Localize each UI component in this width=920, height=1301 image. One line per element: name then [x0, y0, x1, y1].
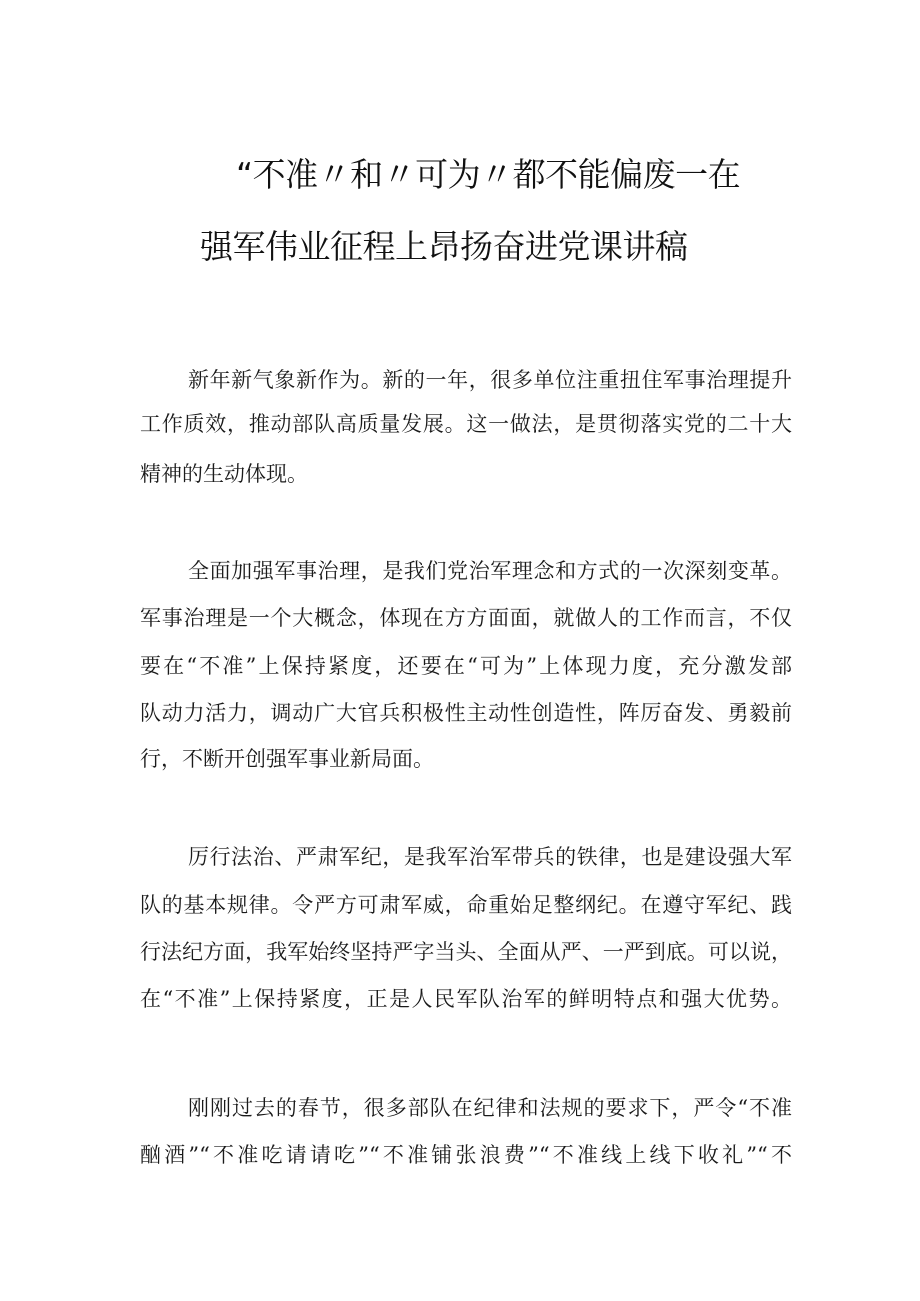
paragraph-line: 精神的生动体现。: [140, 462, 308, 486]
paragraph-line: 酗酒”“不准吃请请吃”“不准铺张浪费”“不准线上线下收礼”“不: [140, 1143, 792, 1167]
paragraph-line: 在“不准”上保持紧度，正是人民军队治军的鲜明特点和强大优势。: [140, 987, 792, 1011]
paragraph-line: 刚刚过去的春节，很多部队在纪律和法规的要求下，严令“不准: [188, 1096, 792, 1120]
paragraph-line: 队动力活力，调动广大官兵积极性主动性创造性，阵厉奋发、勇毅前: [140, 701, 792, 725]
paragraph-line: 行，不断开创强军事业新局面。: [140, 747, 434, 771]
paragraph-line: 新年新气象新作为。新的一年，很多单位注重扭住军事治理提升: [188, 368, 792, 392]
paragraph-line: 要在“不准”上保持紧度，还要在“可为”上体现力度，充分激发部: [140, 654, 792, 678]
paragraph-line: 全面加强军事治理，是我们党治军理念和方式的一次深刻变革。: [188, 559, 792, 583]
paragraph-line: 队的基本规律。令严方可肃军威，命重始足整纲纪。在遵守军纪、践: [140, 893, 792, 917]
document-title-line-2: 强军伟业征程上昂扬奋进党课讲稿: [200, 227, 688, 266]
paragraph-line: 军事治理是一个大概念，体现在方方面面，就做人的工作而言，不仅: [140, 606, 792, 630]
paragraph-line: 工作质效，推动部队高质量发展。这一做法，是贯彻落实党的二十大: [140, 412, 792, 436]
paragraph-line: 厉行法治、严肃军纪，是我军治军带兵的铁律，也是建设强大军: [188, 845, 792, 869]
document-title-line-1: “不准〃和〃可为〃都不能偏废一在: [236, 155, 741, 194]
paragraph-line: 行法纪方面，我军始终坚持严字当头、全面从严、一严到底。可以说，: [140, 940, 792, 964]
